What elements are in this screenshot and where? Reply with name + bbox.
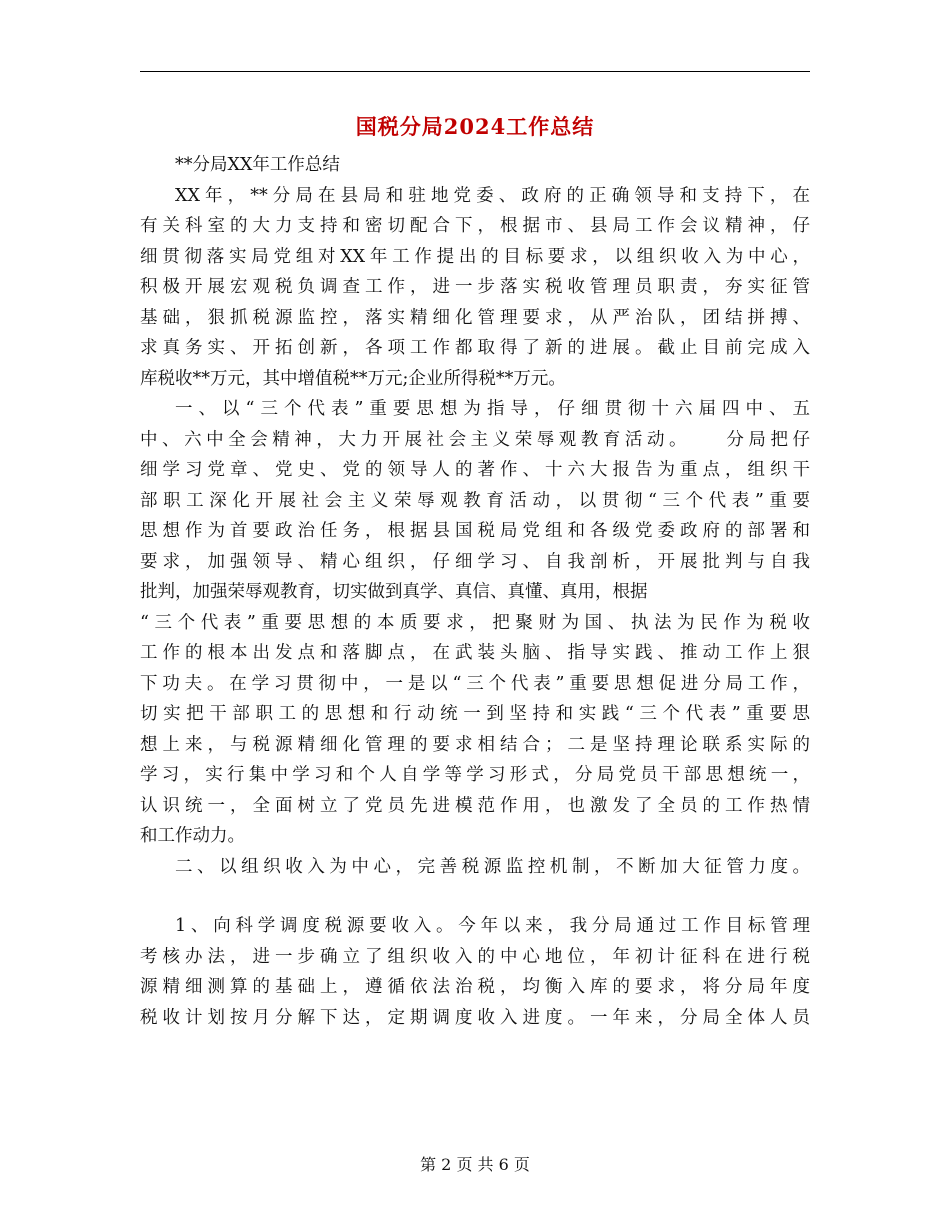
- text-line: 二、以组织收入为中心，完善税源监控机制，不断加大征管力度。: [175, 856, 810, 877]
- text-line: 批判，加强荣辱观教育，切实做到真学、真信、真懂、真用，根据: [140, 582, 648, 602]
- text-line: 求真务实、开拓创新，各项工作都取得了新的进展。截止目前完成入: [140, 338, 810, 358]
- text-line: 想上来，与税源精细化管理的要求相结合；二是坚持理论联系实际的: [140, 734, 810, 755]
- text-line: 库税收**万元，其中增值税**万元;企业所得税**万元。: [140, 368, 566, 389]
- page-footer: 第 2 页 共 6 页: [420, 1155, 530, 1174]
- document-title: 国税分局2024工作总结: [355, 114, 595, 139]
- text-line: 部职工深化开展社会主义荣辱观教育活动，以贯彻“三个代表”重要: [140, 490, 810, 511]
- text-line: 切实把干部职工的思想和行动统一到坚持和实践“三个代表”重要思: [140, 704, 810, 724]
- text-line: 和工作动力。: [140, 826, 245, 846]
- text-line: 税收计划按月分解下达，定期调度收入进度。一年来，分局全体人员: [140, 1007, 810, 1028]
- text-line: 1、向科学调度税源要收入。今年以来，我分局通过工作目标管理: [175, 916, 810, 936]
- text-line: “三个代表”重要思想的本质要求，把聚财为国、执法为民作为税收: [140, 612, 810, 633]
- text-line: 考核办法，进一步确立了组织收入的中心地位，年初计征科在进行税: [140, 946, 810, 967]
- text-line: 细学习党章、党史、党的领导人的著作、十六大报告为重点，组织干: [140, 460, 810, 480]
- text-line: 细贯彻落实局党组对XX年工作提出的目标要求，以组织收入为中心，: [140, 246, 810, 267]
- text-line: 下功夫。在学习贯彻中，一是以“三个代表”重要思想促进分局工作，: [140, 673, 810, 694]
- text-line: 要求，加强领导、精心组织，仔细学习、自我剖析，开展批判与自我: [140, 551, 810, 572]
- text-line: 源精细测算的基础上，遵循依法治税，均衡入库的要求，将分局年度: [140, 977, 810, 997]
- text-line: 有关科室的大力支持和密切配合下，根据市、县局工作会议精神，仔: [140, 216, 810, 236]
- text-line: XX年，**分局在县局和驻地党委、政府的正确领导和支持下，在: [175, 185, 810, 206]
- text-line: 中、六中全会精神，大力开展社会主义荣辱观教育活动。 分局把仔: [140, 429, 810, 450]
- text-line: 工作的根本出发点和落脚点，在武装头脑、指导实践、推动工作上狠: [140, 643, 810, 663]
- document-body: [140, 150, 810, 1033]
- text-line: 积极开展宏观税负调查工作，进一步落实税收管理员职责，夯实征管: [140, 277, 810, 297]
- text-line: **分局XX年工作总结: [175, 155, 340, 175]
- text-line: 思想作为首要政治任务，根据县国税局党组和各级党委政府的部署和: [140, 521, 810, 541]
- text-line: 基础，狠抓税源监控，落实精细化管理要求，从严治队，团结拼搏、: [140, 307, 810, 328]
- text-line: 一、以“三个代表”重要思想为指导，仔细贯彻十六届四中、五: [175, 399, 810, 419]
- text-line: 学习，实行集中学习和个人自学等学习形式，分局党员干部思想统一，: [140, 765, 810, 785]
- text-line: 认识统一，全面树立了党员先进模范作用，也激发了全员的工作热情: [140, 795, 810, 816]
- paragraph-gap: [140, 882, 810, 911]
- header-rule: [140, 71, 810, 72]
